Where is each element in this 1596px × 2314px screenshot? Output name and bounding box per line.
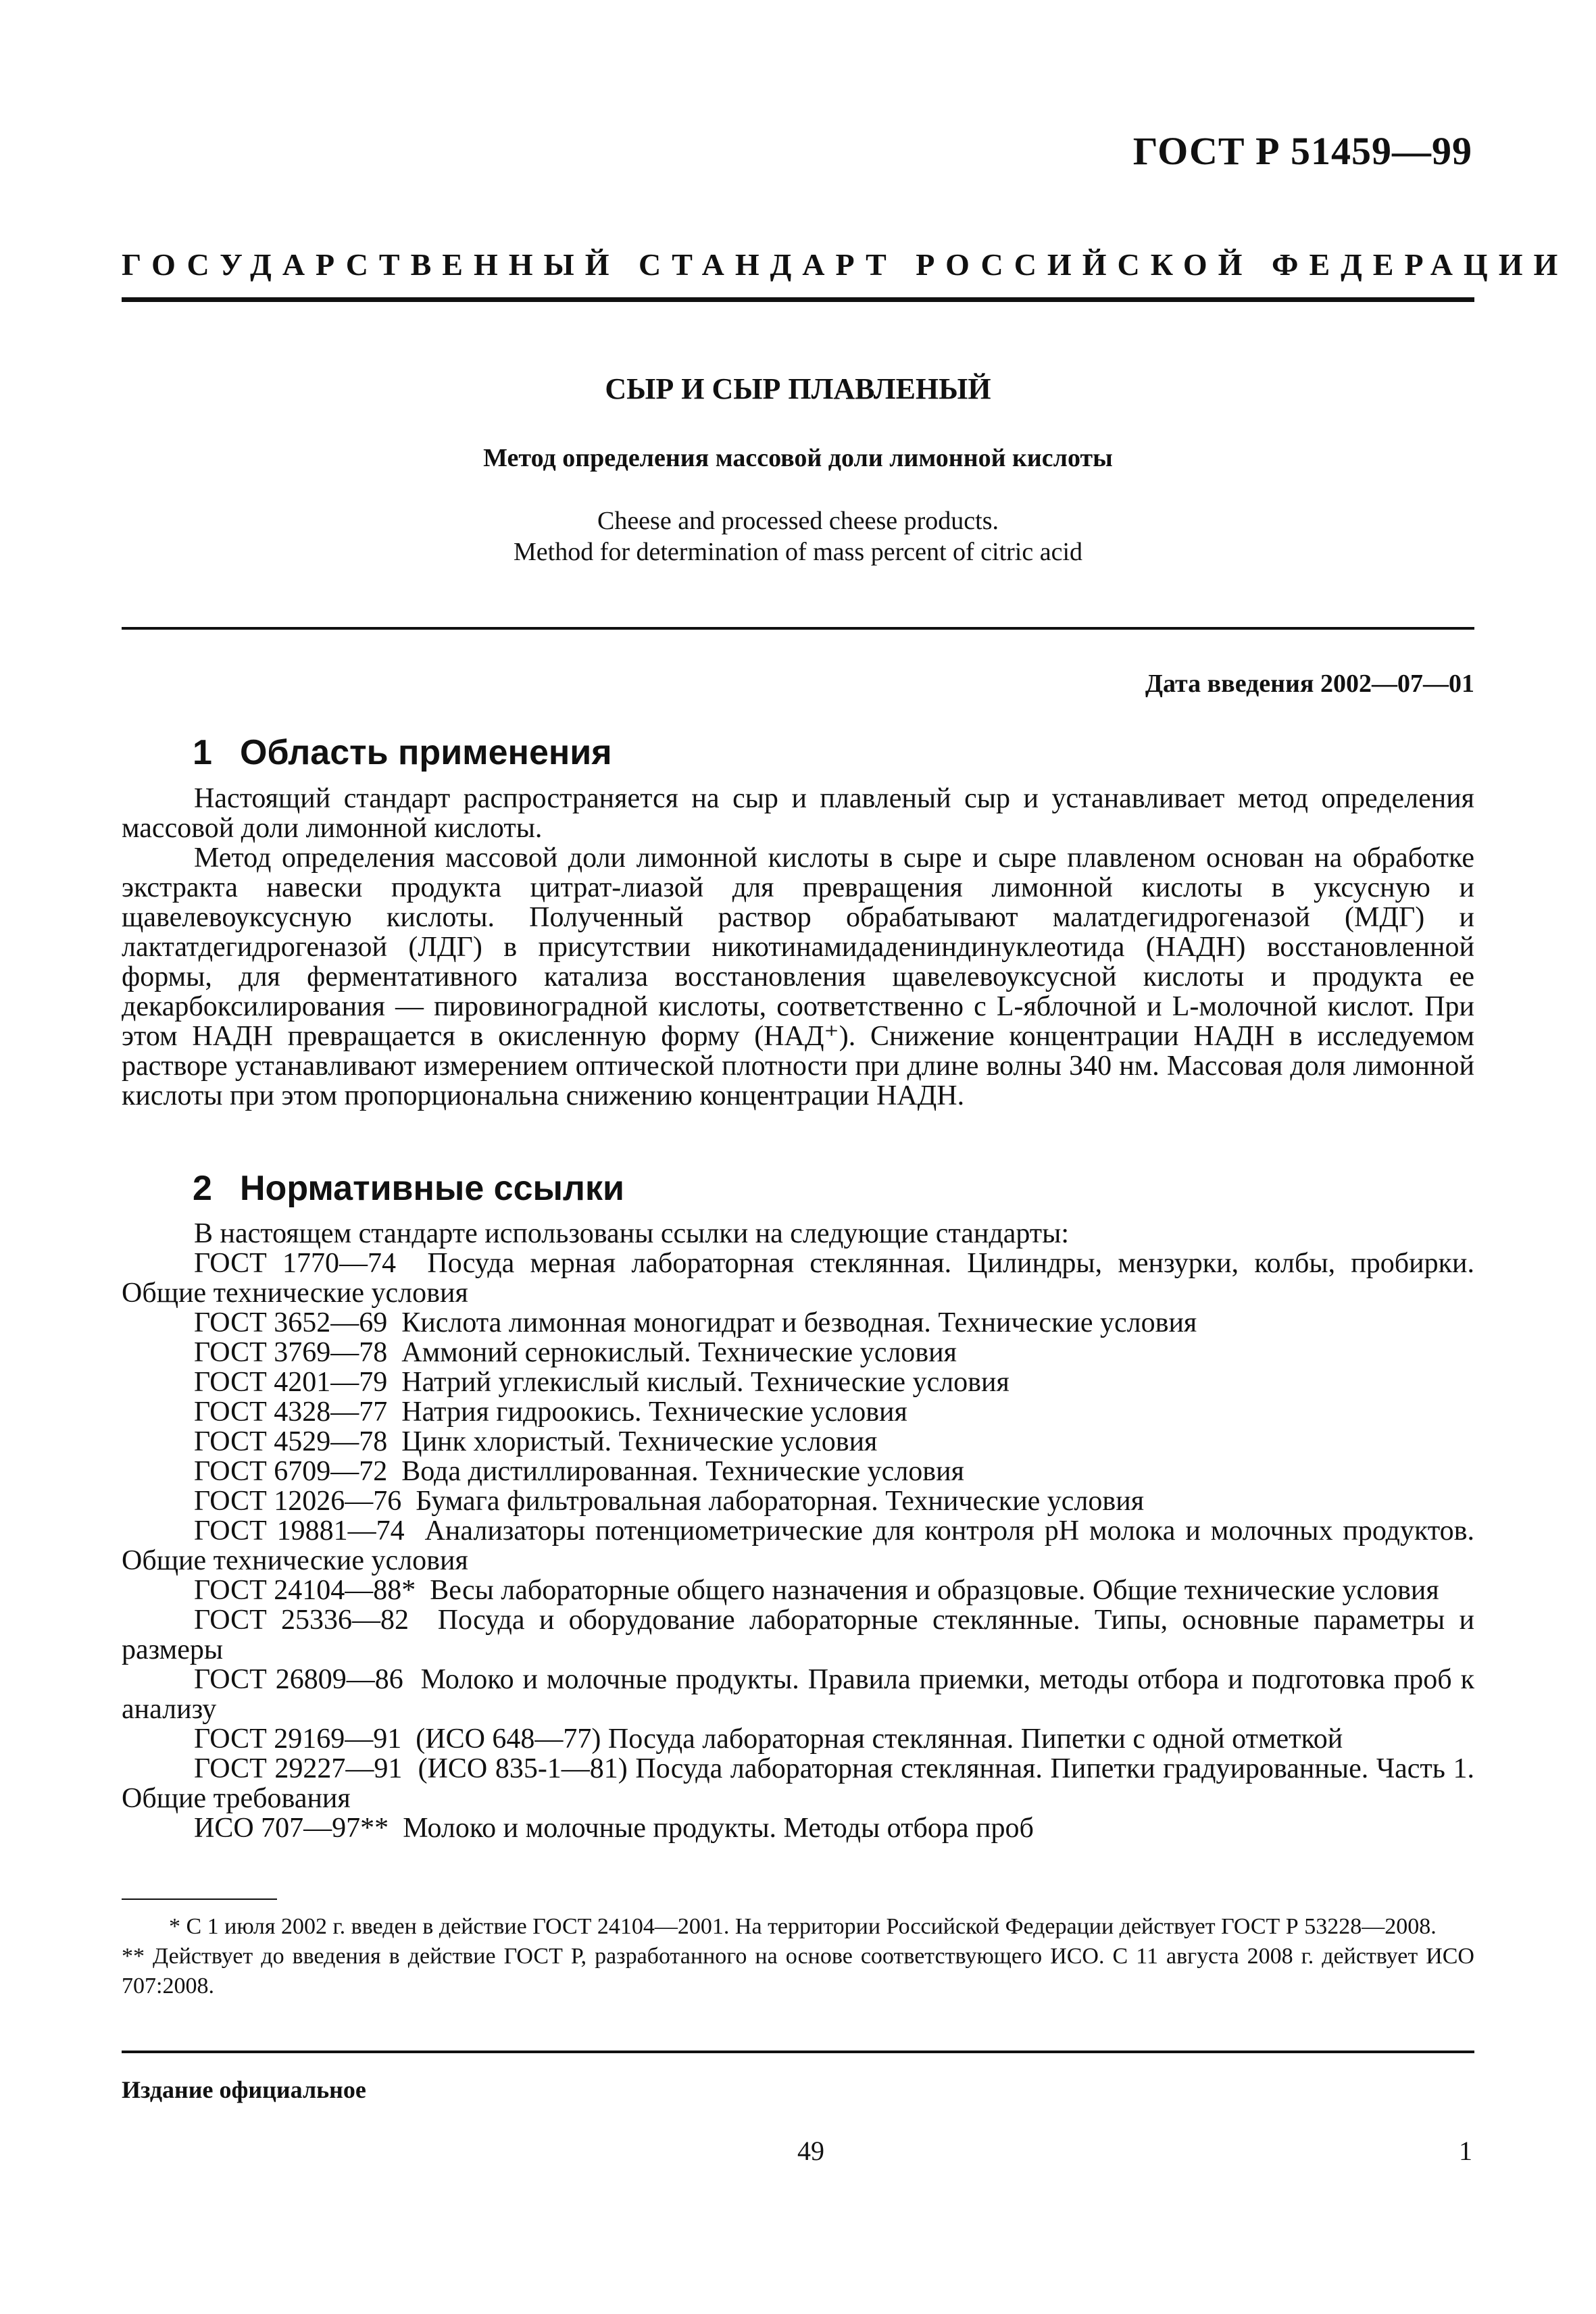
english-title — [122, 505, 1474, 568]
section-1-body — [122, 784, 1474, 1111]
document-number: ГОСТ Р 51459—99 — [1132, 129, 1472, 173]
reference-code: ИСО 707—97** — [194, 1813, 389, 1844]
reference-code: ГОСТ 25336—82 — [194, 1605, 409, 1636]
section-1-paragraph: Настоящий стандарт распространяется на сыр и плавленый сыр и устанавливает метод определения массовой доли лимонной кислоты. — [122, 783, 1474, 844]
title-rule — [122, 627, 1474, 630]
reference-text: Цинк хлористый. Технические условия — [401, 1426, 878, 1457]
reference-code: ГОСТ 19881—74 — [194, 1515, 405, 1546]
reference-code: ГОСТ 3652—69 — [194, 1307, 388, 1338]
reference-text: Вода дистиллированная. Технические условия — [401, 1456, 964, 1487]
header-rule — [122, 297, 1474, 302]
reference-code: ГОСТ 4529—78 — [194, 1426, 388, 1457]
reference-item — [122, 1367, 1474, 1397]
footnote-separator — [122, 1898, 277, 1900]
reference-text: Натрий углекислый кислый. Технические условия — [401, 1367, 1009, 1398]
reference-code: ГОСТ 4328—77 — [194, 1397, 388, 1428]
reference-item — [122, 1486, 1474, 1516]
reference-text: Кислота лимонная моногидрат и безводная. Технические условия — [401, 1307, 1197, 1338]
section-1-paragraph: Метод определения массовой доли лимонной кислоты в сыре и сыре плавленом основан на обработке экстракта навески продукта цитрат-лиазой для превращения лимонной кислоты в уксусную и щавелевоуксусную кислоты. Полученный раствор обрабатывают малатдегидрогеназой (МДГ) и лактатдегидрогеназой (ЛДГ) в присутствии никотинамидадениндинуклеотида (НАДН) восстановленной формы, для ферментативного катализа восстановления щавелевоуксусной кислоты и продукта ее декарбоксилирования — пировиноградной кислоты, соответственно с L-яблочной и L-молочной кислот. При этом НАДН превращается в окисленную форму (НАД⁺). Снижение концентрации НАДН в исследуемом растворе устанавливают измерением оптической плотности при длине волны 340 нм. Массовая доля лимонной кислоты при этом пропорциональна снижению концентрации НАДН. — [122, 842, 1474, 1111]
reference-text: (ИСО 835-1—81) Посуда лабораторная стеклянная. Пипетки градуированные. Часть 1. Общие требования — [122, 1753, 1475, 1814]
section-1-number: 1 — [193, 733, 212, 772]
reference-item — [122, 1397, 1474, 1427]
reference-item — [122, 1813, 1474, 1843]
reference-item — [122, 1427, 1474, 1457]
page-number-center: 49 — [797, 2136, 824, 2166]
reference-code: ГОСТ 12026—76 — [194, 1486, 402, 1517]
reference-text: Посуда и оборудование лабораторные стеклянные. Типы, основные параметры и размеры — [122, 1605, 1474, 1665]
reference-text: Весы лабораторные общего назначения и образцовые. Общие технические условия — [430, 1575, 1439, 1606]
references-intro: В настоящем стандарте использованы ссылки на следующие стандарты: — [194, 1218, 1070, 1249]
reference-code: ГОСТ 1770—74 — [194, 1248, 396, 1279]
reference-item — [122, 1308, 1474, 1338]
section-2-heading — [193, 1168, 624, 1209]
reference-item — [122, 1724, 1474, 1754]
document-title: СЫР И СЫР ПЛАВЛЕНЫЙ — [605, 372, 991, 405]
reference-text: Молоко и молочные продукты. Методы отбора проб — [403, 1813, 1034, 1844]
footnotes — [122, 1912, 1474, 2001]
document-subtitle: Метод определения массовой доли лимонной кислоты — [483, 444, 1113, 472]
footer-rule — [122, 2051, 1474, 2053]
footnote: * С 1 июля 2002 г. введен в действие ГОСТ 24104—2001. На территории Российской Федерации действует ГОСТ Р 53228—2008. — [169, 1914, 1437, 1939]
reference-text: Анализаторы потенциометрические для контроля pH молока и молочных продуктов. Общие технические условия — [122, 1515, 1475, 1576]
edition-label: Издание официальное — [122, 2076, 366, 2103]
reference-text: Бумага фильтровальная лабораторная. Технические условия — [416, 1486, 1145, 1517]
english-title-line-2: Method for determination of mass percent of citric acid — [513, 538, 1083, 566]
reference-text: Посуда мерная лабораторная стеклянная. Цилиндры, мензурки, колбы, пробирки. Общие технические условия — [122, 1248, 1475, 1309]
reference-item — [122, 1516, 1474, 1576]
introduction-date: Дата введения 2002—07—01 — [1145, 670, 1474, 698]
reference-code: ГОСТ 26809—86 — [194, 1664, 403, 1695]
reference-code: ГОСТ 6709—72 — [194, 1456, 388, 1487]
reference-text: (ИСО 648—77) Посуда лабораторная стеклянная. Пипетки с одной отметкой — [416, 1724, 1343, 1755]
reference-item — [122, 1249, 1474, 1308]
reference-code: ГОСТ 4201—79 — [194, 1367, 388, 1398]
reference-code: ГОСТ 3769—78 — [194, 1337, 388, 1368]
section-2-title: Нормативные ссылки — [240, 1169, 624, 1208]
reference-text: Натрия гидроокись. Технические условия — [401, 1397, 907, 1428]
reference-code: ГОСТ 29227—91 — [194, 1753, 403, 1784]
page-number-right: 1 — [1459, 2136, 1472, 2166]
footnote: ** Действует до введения в действие ГОСТ Р, разработанного на основе соответствующего ИСО. С 11 августа 2008 г. действует ИСО 707:2008. — [122, 1944, 1474, 1998]
reference-item — [122, 1665, 1474, 1724]
section-1-heading — [193, 732, 612, 773]
reference-item — [122, 1754, 1474, 1813]
reference-text: Аммоний сернокислый. Технические условия — [401, 1337, 957, 1368]
english-title-line-1: Cheese and processed cheese products. — [597, 507, 999, 535]
reference-code: ГОСТ 29169—91 — [194, 1724, 402, 1755]
section-1-title: Область применения — [240, 733, 612, 772]
reference-code: ГОСТ 24104—88* — [194, 1575, 416, 1606]
section-2-body — [122, 1219, 1474, 1843]
reference-item — [122, 1605, 1474, 1665]
reference-item — [122, 1457, 1474, 1486]
section-2-number: 2 — [193, 1169, 212, 1208]
state-standard-banner: ГОСУДАРСТВЕННЫЙ СТАНДАРТ РОССИЙСКОЙ ФЕДЕРАЦИИ — [122, 247, 1569, 282]
reference-item — [122, 1338, 1474, 1367]
reference-text: Молоко и молочные продукты. Правила приемки, методы отбора и подготовка проб к анализу — [122, 1664, 1475, 1725]
reference-item — [122, 1576, 1474, 1605]
